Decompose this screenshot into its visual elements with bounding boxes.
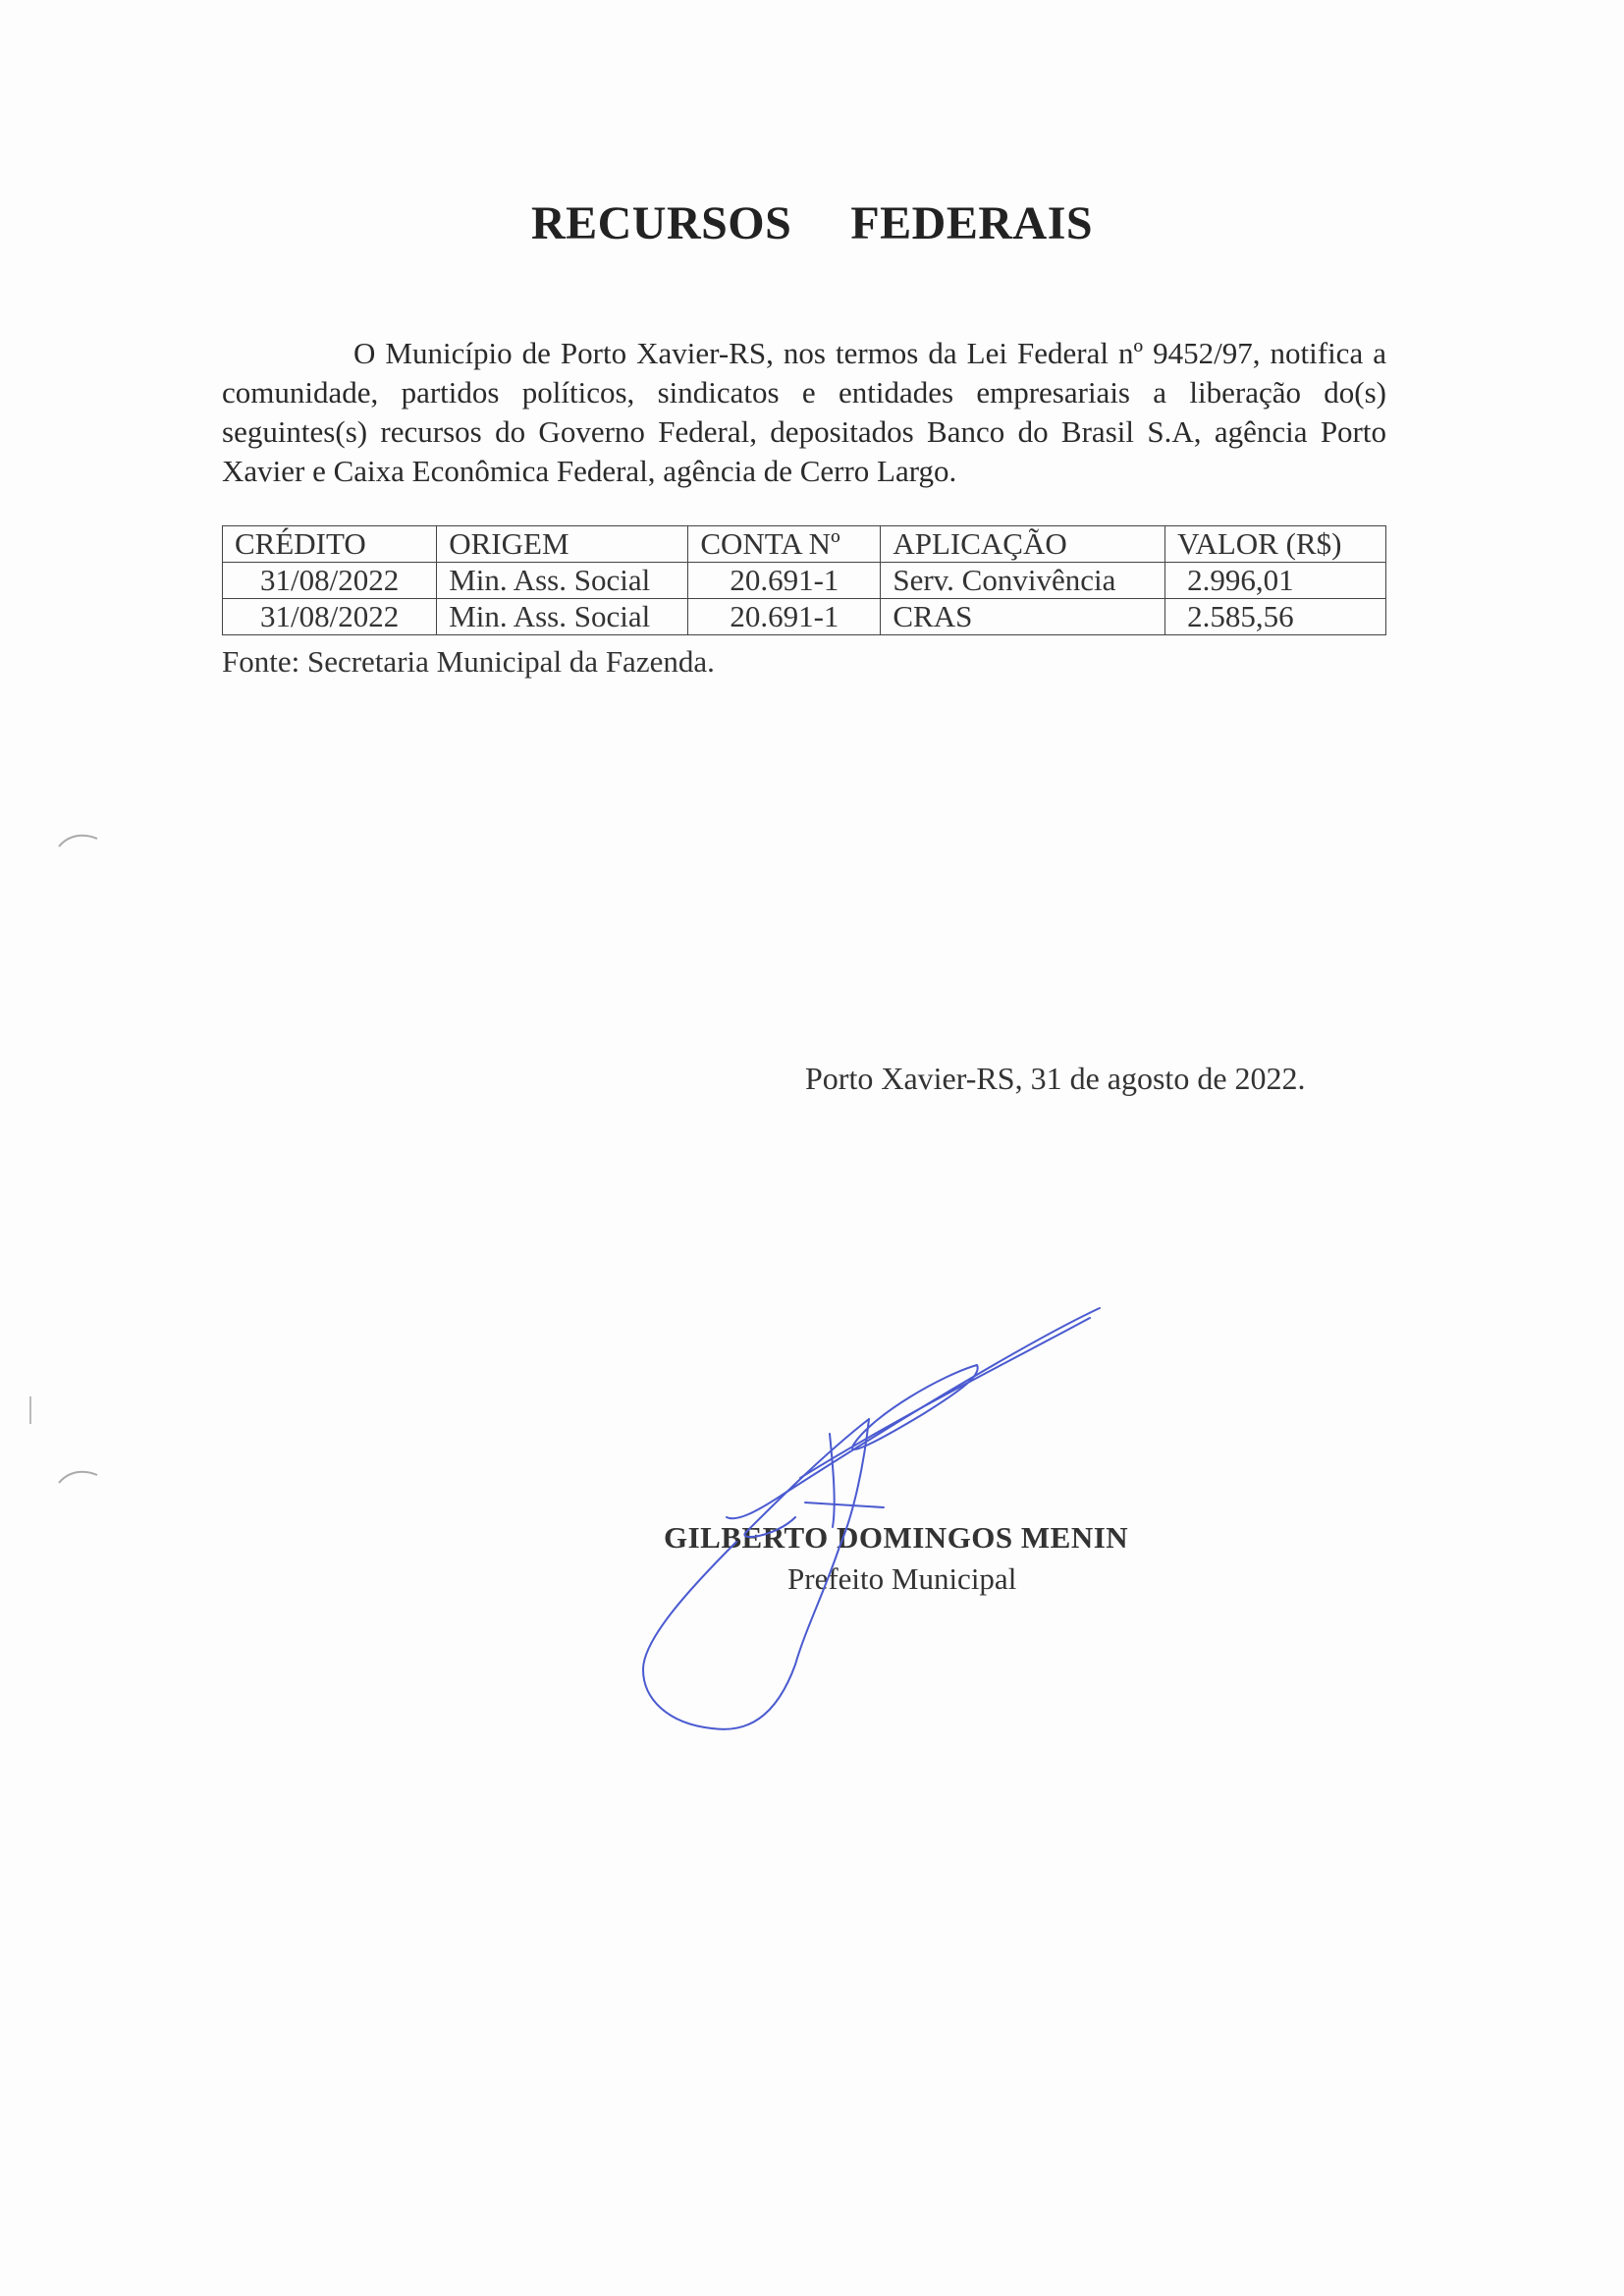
handwritten-signature bbox=[628, 1296, 1139, 1738]
cell-origem: Min. Ass. Social bbox=[437, 599, 688, 635]
title-word-1: RECURSOS bbox=[530, 197, 792, 249]
table-row bbox=[223, 563, 1386, 599]
cell-conta: 20.691-1 bbox=[688, 599, 881, 635]
title-word-2: FEDERAIS bbox=[850, 197, 1094, 249]
table-header-row bbox=[223, 526, 1386, 563]
page-title bbox=[0, 196, 1624, 250]
resources-table bbox=[222, 525, 1386, 635]
header-credito: CRÉDITO bbox=[223, 526, 437, 563]
cell-valor: 2.996,01 bbox=[1165, 563, 1386, 599]
cell-conta: 20.691-1 bbox=[688, 563, 881, 599]
table-row bbox=[223, 599, 1386, 635]
date-line: Porto Xavier-RS, 31 de agosto de 2022. bbox=[805, 1061, 1306, 1096]
source-note: Fonte: Secretaria Municipal da Fazenda. bbox=[222, 644, 715, 679]
cell-origem: Min. Ass. Social bbox=[437, 563, 688, 599]
signer-role: Prefeito Municipal bbox=[787, 1561, 1017, 1596]
scan-mark bbox=[54, 825, 103, 854]
intro-paragraph: O Município de Porto Xavier-RS, nos termos da Lei Federal nº 9452/97, notifica a comunidade, partidos políticos, sindicatos e entidades empresariais a liberação do(s) seguintes(s) recursos do Governo Federal, depositados Banco do Brasil S.A, agência Porto Xavier e Caixa Econômica Federal, agência de Cerro Largo. bbox=[222, 336, 1386, 488]
header-conta: CONTA Nº bbox=[688, 526, 881, 563]
scan-mark bbox=[27, 1394, 33, 1426]
scan-mark bbox=[54, 1461, 103, 1491]
signer-name: GILBERTO DOMINGOS MENIN bbox=[664, 1520, 1129, 1555]
cell-valor: 2.585,56 bbox=[1165, 599, 1386, 635]
cell-aplicacao: Serv. Convivência bbox=[881, 563, 1165, 599]
cell-credito: 31/08/2022 bbox=[223, 563, 437, 599]
header-valor: VALOR (R$) bbox=[1165, 526, 1386, 563]
header-origem: ORIGEM bbox=[437, 526, 688, 563]
cell-credito: 31/08/2022 bbox=[223, 599, 437, 635]
cell-aplicacao: CRAS bbox=[881, 599, 1165, 635]
header-aplicacao: APLICAÇÃO bbox=[881, 526, 1165, 563]
